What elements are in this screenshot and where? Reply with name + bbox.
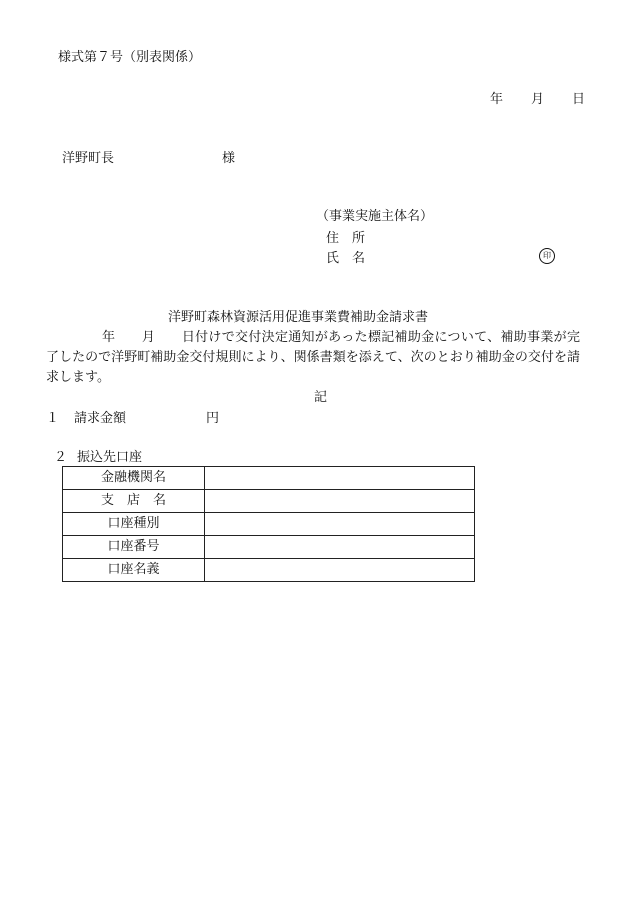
seal-icon: 印	[539, 248, 555, 264]
item2-number: ２	[54, 450, 68, 465]
row-label-bank-name: 金融機関名	[63, 467, 205, 490]
account-table	[62, 466, 475, 582]
row-label-account-type: 口座種別	[63, 513, 205, 536]
table-row	[63, 467, 475, 490]
date-year-label: 年	[490, 92, 504, 107]
table-row	[63, 513, 475, 536]
table-row	[63, 490, 475, 513]
item1-label: 請求金額	[74, 411, 127, 426]
date-line	[490, 92, 585, 108]
row-value-account-number[interactable]	[205, 536, 475, 559]
row-value-account-holder[interactable]	[205, 559, 475, 582]
item2-heading	[54, 450, 142, 466]
item2-label: 振込先口座	[77, 450, 143, 465]
row-value-account-type[interactable]	[205, 513, 475, 536]
item1-number: １	[46, 411, 60, 426]
body-paragraph: 年 月 日付けで交付決定通知があった標記補助金について、補助事業が完了したので洋野町補助金交付規則により、関係書類を添えて、次のとおり補助金の交付を請求します。	[46, 330, 580, 385]
table-row	[63, 559, 475, 582]
row-label-account-number: 口座番号	[63, 536, 205, 559]
row-value-branch-name[interactable]	[205, 490, 475, 513]
row-value-bank-name[interactable]	[205, 467, 475, 490]
document-title: 洋野町森林資源活用促進事業費補助金請求書	[168, 310, 429, 325]
date-day-label: 日	[572, 92, 586, 107]
date-month-label: 月	[531, 92, 545, 107]
applicant-heading: （事業実施主体名）	[316, 209, 434, 224]
name-label: 氏 名	[326, 251, 366, 266]
table-row	[63, 536, 475, 559]
row-label-branch-name: 支 店 名	[63, 490, 205, 513]
address-label: 住 所	[326, 231, 366, 246]
item1-unit: 円	[206, 411, 220, 426]
addressee-honorific: 様	[222, 151, 236, 166]
row-label-account-holder: 口座名義	[63, 559, 205, 582]
addressee-name: 洋野町長	[62, 151, 115, 166]
form-number: 様式第７号（別表関係）	[58, 50, 202, 65]
ki-heading: 記	[314, 390, 328, 405]
